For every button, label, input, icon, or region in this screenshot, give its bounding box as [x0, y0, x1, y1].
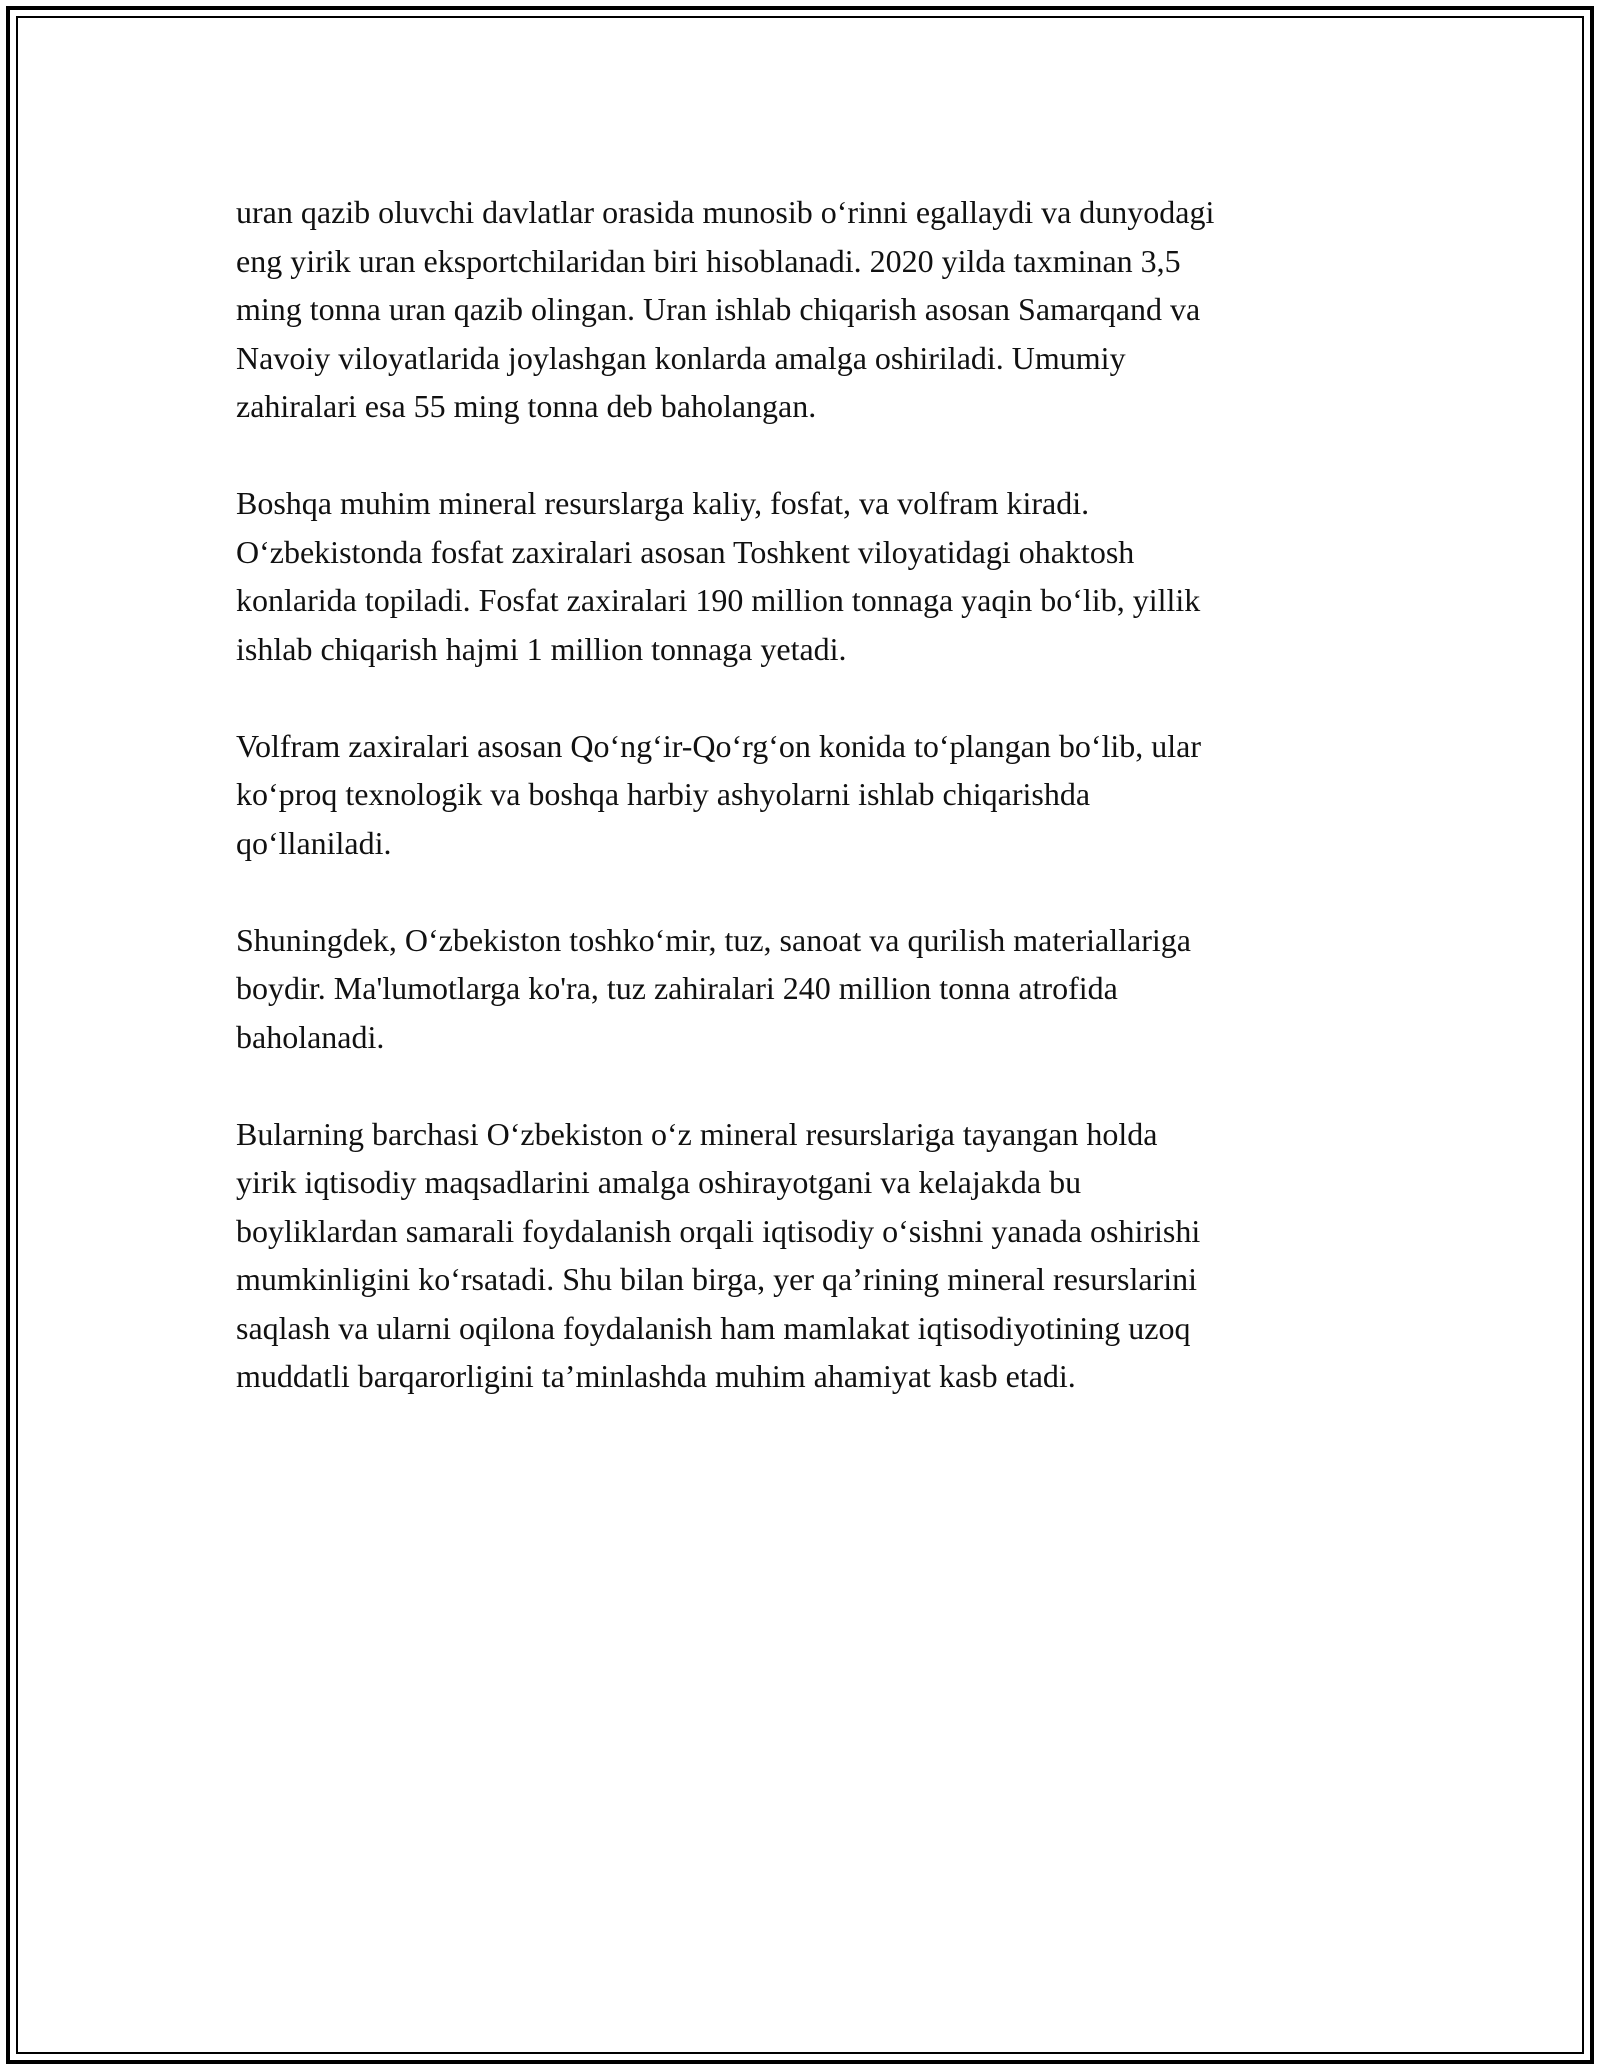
paragraph-conclusion [236, 1110, 1376, 1401]
text-line: mumkinligini ko‘rsatadi. Shu bilan birga, yer qa’rining mineral resurslarini [236, 1261, 1197, 1297]
text-line: Navoiy viloyatlarida joylashgan konlarda amalga oshiriladi. Umumiy [236, 339, 1126, 376]
text-line: saqlash va ularni oqilona foydalanish ham mamlakat iqtisodiyotining uzoq [236, 1309, 1191, 1346]
paragraph-coal-salt [236, 916, 1376, 1062]
text-line: ming tonna uran qazib olingan. Uran ishlab chiqarish asosan Samarqand va [236, 291, 1201, 327]
text-line: eng yirik uran eksportchilaridan biri hisoblanadi. 2020 yilda taxminan 3,5 [236, 242, 1181, 279]
paragraph-uranium [236, 188, 1376, 431]
text-line: muddatli barqarorligini ta’minlashda muhim ahamiyat kasb etadi. [236, 1358, 1076, 1394]
text-line: Shuningdek, O‘zbekiston toshko‘mir, tuz, sanoat va qurilish materiallariga [236, 921, 1191, 958]
text-line: zahiralari esa 55 ming tonna deb baholangan. [236, 388, 817, 424]
text-line: Bularning barchasi O‘zbekiston o‘z mineral resurslariga tayangan holda [236, 1115, 1158, 1152]
text-line: ishlab chiqarish hajmi 1 million tonnaga yetadi. [236, 630, 847, 667]
text-line: Boshqa muhim mineral resurslarga kaliy, fosfat, va volfram kiradi. [236, 485, 1090, 521]
text-line: boyliklardan samarali foydalanish orqali iqtisodiy o‘sishni yanada oshirishi [236, 1212, 1201, 1249]
text-line: baholanadi. [236, 1018, 385, 1055]
text-line: konlarida topiladi. Fosfat zaxiralari 190 million tonnaga yaqin bo‘lib, yillik [236, 582, 1201, 618]
text-line: Volfram zaxiralari asosan Qo‘ng‘ir-Qo‘rg‘on konida to‘plangan bo‘lib, ular [236, 727, 1201, 764]
text-line: uran qazib oluvchi davlatlar orasida munosib o‘rinni egallaydi va dunyodagi [236, 194, 1215, 230]
text-line: boydir. Ma'lumotlarga ko'ra, tuz zahiralari 240 million tonna atrofida [236, 970, 1118, 1006]
paragraph-tungsten [236, 722, 1376, 868]
text-line: qo‘llaniladi. [236, 824, 392, 861]
text-line: ko‘proq texnologik va boshqa harbiy ashyolarni ishlab chiqarishda [236, 776, 1091, 812]
text-line: O‘zbekistonda fosfat zaxiralari asosan Toshkent viloyatidagi ohaktosh [236, 533, 1135, 570]
text-line: yirik iqtisodiy maqsadlarini amalga oshirayotgani va kelajakda bu [236, 1164, 1082, 1200]
paragraph-phosphate [236, 479, 1376, 673]
document-body [236, 188, 1376, 1449]
